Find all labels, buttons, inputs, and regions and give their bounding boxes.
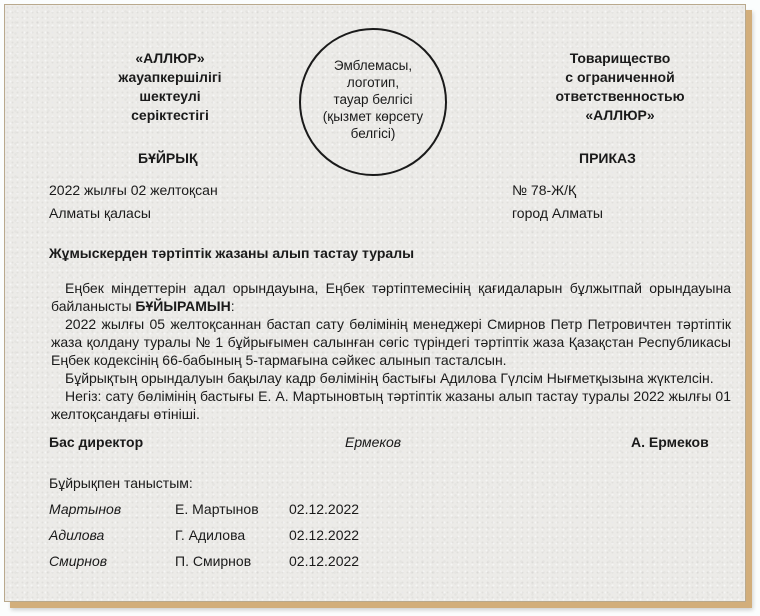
acknowledgement-date: 02.12.2022 (289, 501, 360, 517)
employee-name: П. Смирнов (175, 553, 252, 569)
emblem-line: тауар белгісі (333, 91, 413, 107)
emblem-placeholder (299, 28, 447, 176)
document-title-kz: БҰЙРЫҚ (138, 150, 198, 166)
document-date: 2022 жылғы 02 желтоқсан (49, 182, 218, 198)
emblem-line: (қызмет көрсету (322, 108, 424, 124)
body-paragraph: Негіз: сату бөлімінің бастығы Е. А. Мартыновтың тәртіптік жазаны алып тастау туралы 2022 жылғы 01 желтоқсандағы өтініші. (51, 388, 731, 422)
acknowledgement-date: 02.12.2022 (289, 527, 360, 543)
company-name-kz-line: «АЛЛЮР» (135, 50, 205, 66)
company-name-ru-line: Товарищество (569, 50, 671, 66)
body-paragraph-colon: : (230, 298, 235, 314)
body-paragraph: Бұйрықтың орындалуын бақылау кадр бөлімінің бастығы Адилова Гүлсім Нығметқызына жүктелсін. (65, 370, 714, 386)
acknowledgement-heading: Бұйрықпен таныстым: (49, 475, 193, 491)
employee-name: Е. Мартынов (175, 501, 259, 517)
emblem-line: белгісі) (350, 125, 396, 141)
order-document (4, 4, 746, 602)
order-keyword: БҰЙЫРАМЫН (135, 298, 231, 314)
company-name-ru-line: ответственностью (555, 88, 685, 104)
city-kz: Алматы қаласы (49, 205, 151, 221)
body-paragraph (51, 279, 731, 315)
director-signature: Ермеков (345, 434, 402, 450)
company-name-kz-line: шектеулі (139, 88, 201, 104)
document-body (51, 279, 731, 423)
employee-name: Г. Адилова (175, 527, 246, 543)
document-subject: Жұмыскерден тәртіптік жазаны алып тастау туралы (49, 245, 415, 261)
employee-signature: Адилова (49, 527, 105, 543)
company-name-kz-line: жауапкершілігі (118, 69, 222, 85)
body-paragraph-text: Еңбек міндеттерін адал орындауына, Еңбек тәртіптемесінің қағидаларын бұлжытпай орындауына байланысты (51, 280, 731, 314)
emblem-line: логотип, (346, 74, 400, 90)
director-name: А. Ермеков (631, 434, 709, 450)
document-title-ru: ПРИКАЗ (579, 150, 636, 166)
acknowledgement-row (5, 527, 745, 547)
employee-signature: Смирнов (49, 553, 108, 569)
company-name-kz (95, 49, 245, 125)
company-name-ru-line: «АЛЛЮР» (585, 107, 655, 123)
document-number: № 78-Ж/Қ (512, 182, 577, 198)
company-name-ru (535, 49, 705, 125)
company-name-kz-line: серіктестігі (131, 107, 209, 123)
company-name-ru-line: с ограниченной (565, 69, 675, 85)
employee-signature: Мартынов (49, 501, 122, 517)
acknowledgement-date: 02.12.2022 (289, 553, 360, 569)
acknowledgement-row (5, 501, 745, 521)
acknowledgement-row (5, 553, 745, 573)
director-position: Бас директор (49, 434, 144, 450)
emblem-line: Эмблемасы, (333, 57, 413, 73)
city-ru: город Алматы (512, 205, 603, 221)
body-paragraph: 2022 жылғы 05 желтоқсаннан бастап сату бөлімінің менеджері Смирнов Петр Петровичтен тәртіптік жаза қолдану туралы № 1 бұйрығымен салынған сөгіс түріндегі тәртіптік жаза Қазақстан Республикасы Еңбек кодексінің 66-бабының 5-тармағына сәйкес алынып тасталсын. (51, 316, 731, 368)
